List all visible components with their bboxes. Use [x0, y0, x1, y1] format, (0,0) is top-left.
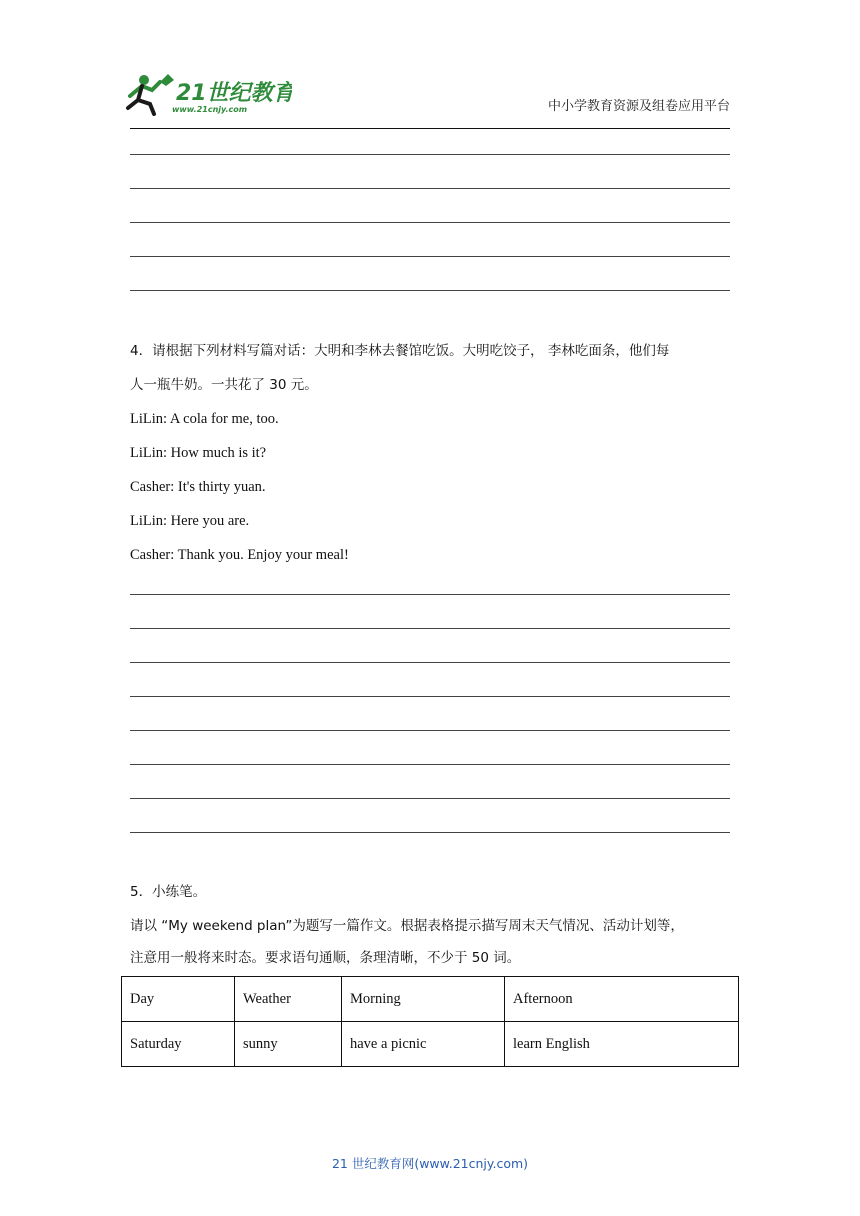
header-divider: [130, 128, 730, 129]
table-cell: learn English: [505, 1022, 739, 1067]
writing-line[interactable]: [130, 832, 730, 833]
dialogue-line: Casher: It's thirty yuan.: [130, 479, 266, 495]
dialogue-line: LiLin: How much is it?: [130, 445, 267, 461]
table-row: [122, 1022, 739, 1067]
q5-title: 5．小练笔。: [130, 884, 207, 900]
q5-instruction-line-2: 注意用一般将来时态。要求语句通顺，条理清晰，不少于 50 词。: [130, 950, 521, 966]
page-footer[interactable]: 21 世纪教育网(www.21cnjy.com): [331, 1156, 529, 1171]
table-header-cell: Weather: [235, 977, 342, 1022]
writing-line[interactable]: [130, 222, 730, 223]
table-header-cell: Afternoon: [505, 977, 739, 1022]
q4-prompt-line-2: 人一瓶牛奶。一共花了 30 元。: [130, 377, 318, 393]
writing-line[interactable]: [130, 594, 730, 595]
writing-line[interactable]: [130, 764, 730, 765]
writing-line[interactable]: [130, 662, 730, 663]
writing-line[interactable]: [130, 628, 730, 629]
dialogue-line: Casher: Thank you. Enjoy your meal!: [130, 547, 349, 563]
writing-line[interactable]: [130, 290, 730, 291]
table-cell: sunny: [235, 1022, 342, 1067]
site-logo: [122, 70, 292, 118]
weekend-plan-table: [121, 976, 739, 1067]
writing-line[interactable]: [130, 696, 730, 697]
writing-line[interactable]: [130, 154, 730, 155]
runner-logo-icon: [122, 70, 292, 118]
writing-line[interactable]: [130, 730, 730, 731]
writing-line[interactable]: [130, 798, 730, 799]
site-slogan: 中小学教育资源及组卷应用平台: [547, 99, 730, 114]
logo-url: www.21cnjy.com: [172, 105, 248, 114]
table-cell: have a picnic: [342, 1022, 505, 1067]
table-header-cell: Morning: [342, 977, 505, 1022]
q5-instruction-line-1: 请以 “My weekend plan”为题写一篇作文。根据表格提示描写周末天气情况、活动计划等，: [130, 918, 684, 934]
writing-line[interactable]: [130, 256, 730, 257]
logo-text: 21世纪教育: [176, 81, 292, 106]
table-header-cell: Day: [122, 977, 235, 1022]
dialogue-line: LiLin: A cola for me, too.: [130, 411, 279, 427]
table-cell: Saturday: [122, 1022, 235, 1067]
table-header-row: [122, 977, 739, 1022]
writing-line[interactable]: [130, 188, 730, 189]
q4-prompt-line-1: 4．请根据下列材料写篇对话：大明和李林去餐馆吃饭。大明吃饺子， 李林吃面条，他们每: [130, 343, 670, 359]
dialogue-line: LiLin: Here you are.: [130, 513, 250, 529]
